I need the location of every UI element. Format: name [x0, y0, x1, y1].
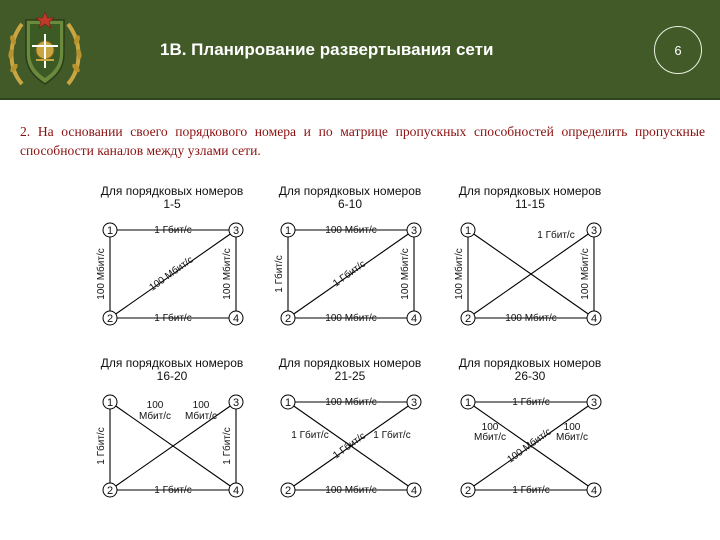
header-divider — [0, 98, 720, 100]
diagram-range: 11-15 — [515, 197, 545, 211]
node-label-3: 3 — [232, 225, 240, 237]
edge-label-2-3-unit: Мбит/с — [184, 411, 218, 422]
node-label-2: 2 — [106, 485, 114, 497]
edge-label-1-4: 100 — [481, 422, 499, 433]
edge-label-2-4: 100 Мбит/с — [325, 485, 377, 496]
edge-label-2-4: 100 Мбит/с — [325, 313, 377, 324]
diagram-range: 26-30 — [514, 369, 546, 383]
page-number-badge: 6 — [654, 26, 702, 74]
edge-label-1-3: 100 Мбит/с — [325, 225, 377, 236]
node-label-1: 1 — [284, 225, 292, 237]
diagram-range: 1-5 — [163, 197, 181, 211]
page-title: 1В. Планирование развертывания сети — [160, 40, 494, 59]
diagram-caption: Для порядковых номеров — [278, 356, 422, 370]
edge-label-1-3: 100 Мбит/с — [325, 397, 377, 408]
node-label-1: 1 — [464, 397, 472, 409]
diagram-caption: Для порядковых номеров — [458, 184, 602, 198]
edge-label-1-4: 100 — [146, 400, 164, 411]
edge-label-2-3: 1 Гбит/с — [331, 258, 368, 290]
edge-label-2-3: 100 Мбит/с — [147, 254, 196, 294]
node-label-4: 4 — [232, 485, 240, 497]
edge-label-3-4: 100 Мбит/с — [400, 248, 411, 300]
edge-label-1-4-unit: Мбит/с — [473, 432, 507, 443]
edge-label-1-4: 1 Гбит/с — [291, 430, 329, 441]
diagram-caption: Для порядковых номеров — [100, 184, 244, 198]
diagram-caption: Для порядковых номеров — [278, 184, 422, 198]
diagram-range: 6-10 — [337, 197, 363, 211]
node-label-2: 2 — [284, 485, 292, 497]
edge-label-2-4: 1 Гбит/с — [154, 485, 192, 496]
edge-label-1-2: 100 Мбит/с — [96, 248, 107, 300]
edge-label-3-4: 100 Мбит/с — [222, 248, 233, 300]
edge-label-3-4: 100 Мбит/с — [580, 248, 591, 300]
node-label-2: 2 — [106, 313, 114, 325]
node-label-2: 2 — [284, 313, 292, 325]
node-label-4: 4 — [410, 485, 418, 497]
node-label-4: 4 — [410, 313, 418, 325]
node-label-1: 1 — [464, 225, 472, 237]
node-label-1: 1 — [106, 225, 114, 237]
node-label-3: 3 — [590, 397, 598, 409]
node-label-3: 3 — [410, 225, 418, 237]
emblem-logo — [2, 6, 88, 92]
edge-label-1-3: 1 Гбит/с — [154, 225, 192, 236]
node-label-3: 3 — [590, 225, 598, 237]
diagram-caption: Для порядковых номеров — [458, 356, 602, 370]
node-label-4: 4 — [232, 313, 240, 325]
edge-label-2-3: 100 Мбит/с — [505, 426, 554, 466]
task-text: 2. На основании своего порядкового номера и по матрице пропускных способностей определить пропускные способности каналов между узлами сети. — [20, 124, 705, 158]
edge-label-1-2: 1 Гбит/с — [96, 427, 107, 465]
node-label-1: 1 — [106, 397, 114, 409]
edge-label-2-4: 1 Гбит/с — [154, 313, 192, 324]
node-label-4: 4 — [590, 485, 598, 497]
edge-label-2-3: 1 Гбит/с — [331, 430, 368, 462]
edge-label-2-3: 1 Гбит/с — [537, 230, 575, 241]
edge-label-2-3: 100 — [563, 422, 581, 433]
diagram-caption: Для порядковых номеров — [100, 356, 244, 370]
edge-label-2-3: 1 Гбит/с — [373, 430, 411, 441]
node-label-4: 4 — [590, 313, 598, 325]
edge-label-2-3: 100 — [192, 400, 210, 411]
node-label-1: 1 — [284, 397, 292, 409]
diagram-range: 16-20 — [156, 369, 188, 383]
edge-label-2-4: 1 Гбит/с — [512, 485, 550, 496]
edge-label-1-2: 100 Мбит/с — [454, 248, 465, 300]
node-label-3: 3 — [232, 397, 240, 409]
network-diagrams — [90, 180, 650, 500]
edge-label-1-2: 1 Гбит/с — [274, 255, 285, 293]
node-label-2: 2 — [464, 485, 472, 497]
edge-label-2-4: 100 Мбит/с — [505, 313, 557, 324]
edge-label-3-4: 1 Гбит/с — [222, 427, 233, 465]
node-label-2: 2 — [464, 313, 472, 325]
diagram-range: 21-25 — [334, 369, 366, 383]
edge-label-1-4-unit: Мбит/с — [138, 411, 172, 422]
edge-label-1-3: 1 Гбит/с — [512, 397, 550, 408]
node-label-3: 3 — [410, 397, 418, 409]
edge-label-2-3-unit: Мбит/с — [555, 432, 589, 443]
